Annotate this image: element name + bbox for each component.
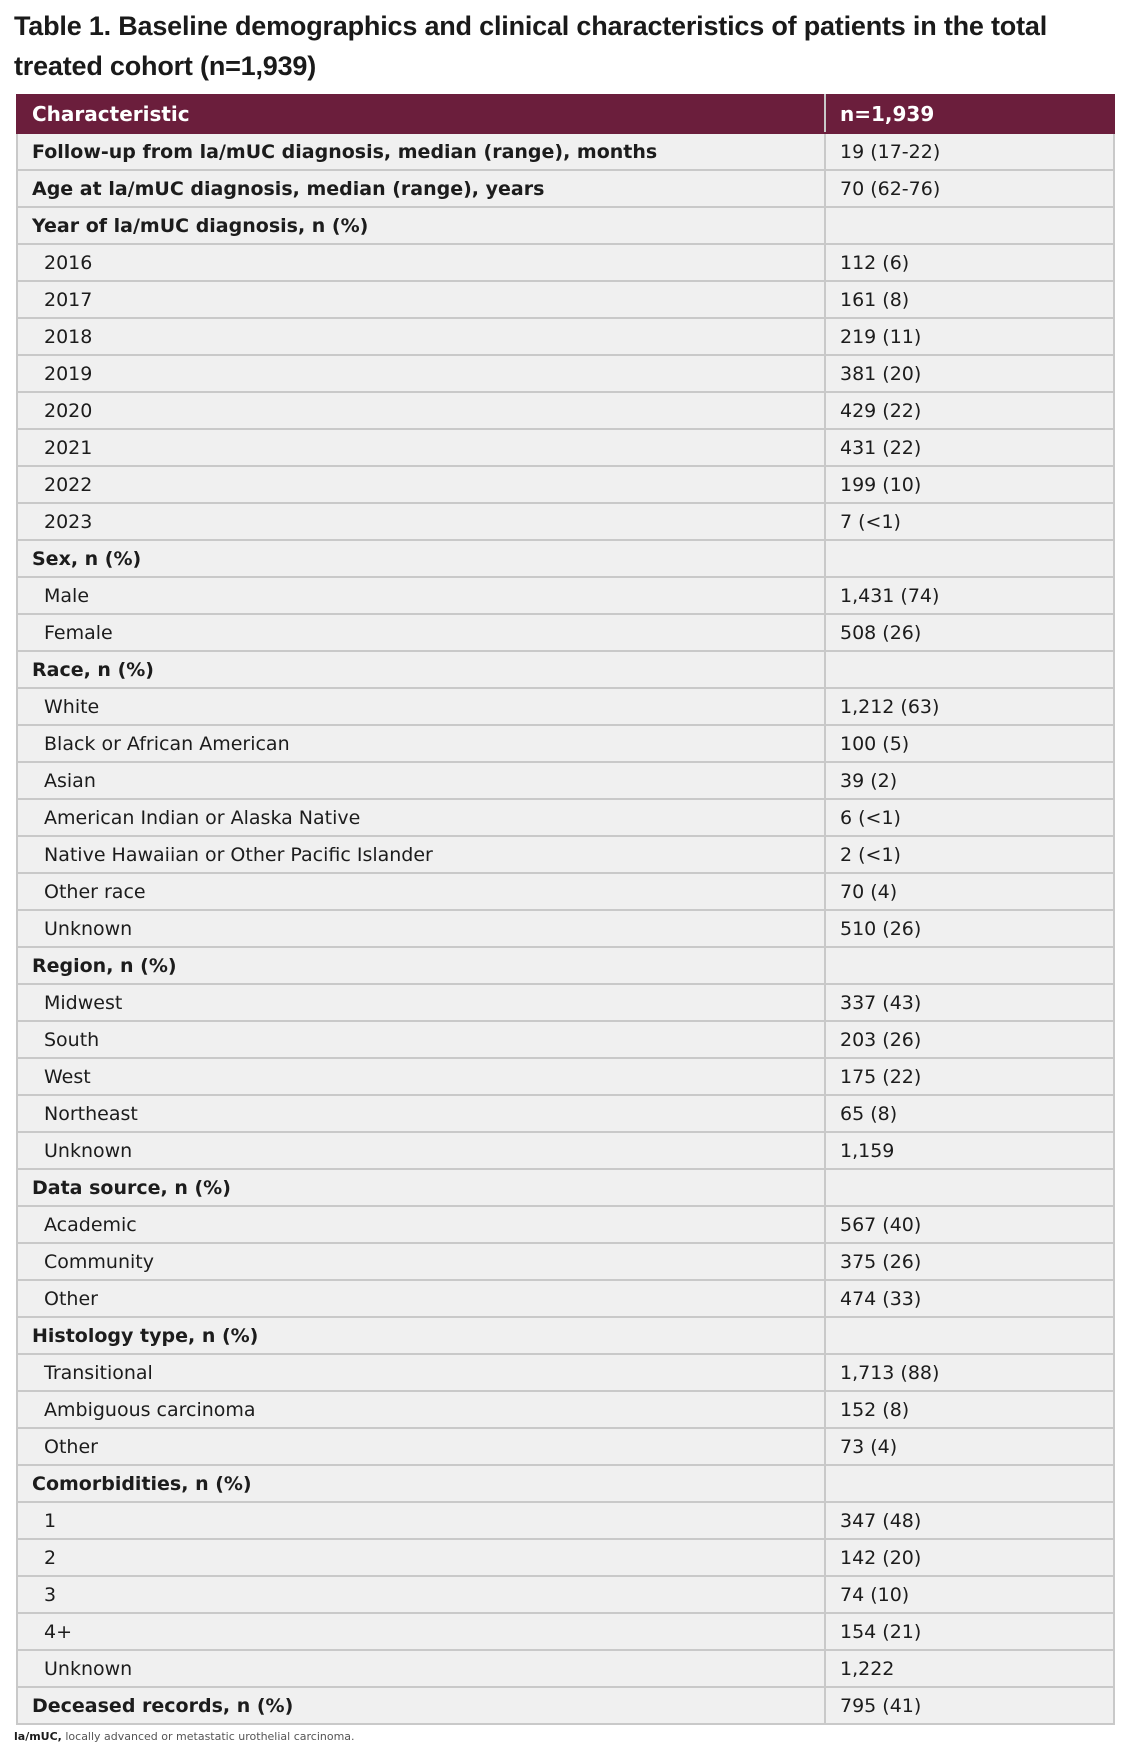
characteristic-cell: Academic	[17, 1206, 825, 1243]
characteristic-cell: 2018	[17, 318, 825, 355]
characteristic-cell: Unknown	[17, 1132, 825, 1169]
category-row	[17, 1687, 1114, 1724]
characteristic-cell: 2021	[17, 429, 825, 466]
characteristic-cell: Female	[17, 614, 825, 651]
table-body	[17, 133, 1114, 1724]
category-row	[17, 1169, 1114, 1206]
characteristic-cell: Other	[17, 1280, 825, 1317]
characteristic-cell: West	[17, 1058, 825, 1095]
characteristic-cell: 2022	[17, 466, 825, 503]
characteristic-cell: Deceased records, n (%)	[17, 1687, 825, 1724]
category-row	[17, 207, 1114, 244]
header-n-total: n=1,939	[825, 95, 1114, 133]
table-row	[17, 1502, 1114, 1539]
value-cell: 161 (8)	[825, 281, 1114, 318]
category-row	[17, 947, 1114, 984]
table-row	[17, 836, 1114, 873]
table-row	[17, 1021, 1114, 1058]
table-row	[17, 1058, 1114, 1095]
characteristic-cell: 2017	[17, 281, 825, 318]
table-row	[17, 392, 1114, 429]
value-cell: 39 (2)	[825, 762, 1114, 799]
footnote-abbreviation: la/mUC,	[14, 1730, 62, 1743]
table-row	[17, 355, 1114, 392]
value-cell: 74 (10)	[825, 1576, 1114, 1613]
value-cell: 1,431 (74)	[825, 577, 1114, 614]
table-row	[17, 725, 1114, 762]
category-row	[17, 1317, 1114, 1354]
table-row	[17, 873, 1114, 910]
value-cell: 431 (22)	[825, 429, 1114, 466]
table-row	[17, 1539, 1114, 1576]
value-cell: 70 (4)	[825, 873, 1114, 910]
characteristic-cell: White	[17, 688, 825, 725]
value-cell: 199 (10)	[825, 466, 1114, 503]
category-row	[17, 1465, 1114, 1502]
value-cell	[825, 1317, 1114, 1354]
value-cell: 112 (6)	[825, 244, 1114, 281]
header-row	[17, 95, 1114, 133]
category-row	[17, 651, 1114, 688]
characteristic-cell: Midwest	[17, 984, 825, 1021]
table-row	[17, 1613, 1114, 1650]
value-cell: 142 (20)	[825, 1539, 1114, 1576]
table-row	[17, 799, 1114, 836]
characteristic-cell: Region, n (%)	[17, 947, 825, 984]
table-row	[17, 429, 1114, 466]
characteristic-cell: Native Hawaiian or Other Pacific Islander	[17, 836, 825, 873]
table-row	[17, 244, 1114, 281]
table-row	[17, 503, 1114, 540]
value-cell: 1,713 (88)	[825, 1354, 1114, 1391]
characteristic-cell: Ambiguous carcinoma	[17, 1391, 825, 1428]
value-cell: 429 (22)	[825, 392, 1114, 429]
table-row	[17, 1391, 1114, 1428]
characteristic-cell: Asian	[17, 762, 825, 799]
table-row	[17, 762, 1114, 799]
value-cell: 1,212 (63)	[825, 688, 1114, 725]
value-cell: 347 (48)	[825, 1502, 1114, 1539]
characteristic-cell: Race, n (%)	[17, 651, 825, 688]
value-cell: 70 (62-76)	[825, 170, 1114, 207]
characteristic-cell: American Indian or Alaska Native	[17, 799, 825, 836]
value-cell: 100 (5)	[825, 725, 1114, 762]
characteristic-cell: Unknown	[17, 1650, 825, 1687]
value-cell: 175 (22)	[825, 1058, 1114, 1095]
value-cell: 375 (26)	[825, 1243, 1114, 1280]
table-row	[17, 614, 1114, 651]
characteristic-cell: Comorbidities, n (%)	[17, 1465, 825, 1502]
characteristic-cell: Sex, n (%)	[17, 540, 825, 577]
footnote-text: locally advanced or metastatic urothelial carcinoma.	[61, 1730, 355, 1743]
value-cell	[825, 1465, 1114, 1502]
characteristic-cell: Histology type, n (%)	[17, 1317, 825, 1354]
category-row	[17, 170, 1114, 207]
characteristic-cell: Other race	[17, 873, 825, 910]
characteristic-cell: South	[17, 1021, 825, 1058]
characteristic-cell: Northeast	[17, 1095, 825, 1132]
characteristics-table	[16, 94, 1115, 1725]
characteristic-cell: 2020	[17, 392, 825, 429]
characteristic-cell: Transitional	[17, 1354, 825, 1391]
value-cell: 154 (21)	[825, 1613, 1114, 1650]
characteristic-cell: Year of la/mUC diagnosis, n (%)	[17, 207, 825, 244]
characteristic-cell: Male	[17, 577, 825, 614]
table-row	[17, 577, 1114, 614]
table-row	[17, 1095, 1114, 1132]
characteristic-cell: 2	[17, 1539, 825, 1576]
table-row	[17, 1354, 1114, 1391]
table-row	[17, 910, 1114, 947]
characteristic-cell: 4+	[17, 1613, 825, 1650]
value-cell: 2 (<1)	[825, 836, 1114, 873]
value-cell: 510 (26)	[825, 910, 1114, 947]
table-row	[17, 688, 1114, 725]
characteristic-cell: Community	[17, 1243, 825, 1280]
table-row	[17, 466, 1114, 503]
table-row	[17, 1243, 1114, 1280]
value-cell: 219 (11)	[825, 318, 1114, 355]
table-row	[17, 1132, 1114, 1169]
table-row	[17, 1576, 1114, 1613]
table-row	[17, 318, 1114, 355]
characteristic-cell: 2016	[17, 244, 825, 281]
table-title: Table 1. Baseline demographics and clinical characteristics of patients in the total treated cohort (n=1,939)	[14, 11, 1048, 81]
table-row	[17, 1650, 1114, 1687]
characteristic-cell: 2019	[17, 355, 825, 392]
value-cell: 795 (41)	[825, 1687, 1114, 1724]
value-cell: 6 (<1)	[825, 799, 1114, 836]
table-row	[17, 1428, 1114, 1465]
value-cell: 7 (<1)	[825, 503, 1114, 540]
value-cell: 152 (8)	[825, 1391, 1114, 1428]
table-row	[17, 984, 1114, 1021]
table-row	[17, 1206, 1114, 1243]
header-characteristic: Characteristic	[17, 95, 825, 133]
value-cell: 508 (26)	[825, 614, 1114, 651]
characteristic-cell: Data source, n (%)	[17, 1169, 825, 1206]
value-cell	[825, 651, 1114, 688]
table-row	[17, 1280, 1114, 1317]
value-cell	[825, 1169, 1114, 1206]
characteristic-cell: Follow-up from la/mUC diagnosis, median (range), months	[17, 133, 825, 170]
characteristic-cell: 1	[17, 1502, 825, 1539]
characteristic-cell: Black or African American	[17, 725, 825, 762]
characteristic-cell: 2023	[17, 503, 825, 540]
table-header	[17, 95, 1114, 133]
value-cell: 65 (8)	[825, 1095, 1114, 1132]
value-cell: 1,159	[825, 1132, 1114, 1169]
value-cell: 203 (26)	[825, 1021, 1114, 1058]
characteristic-cell: Unknown	[17, 910, 825, 947]
category-row	[17, 540, 1114, 577]
characteristic-cell: Age at la/mUC diagnosis, median (range), years	[17, 170, 825, 207]
value-cell: 19 (17-22)	[825, 133, 1114, 170]
value-cell: 474 (33)	[825, 1280, 1114, 1317]
value-cell: 1,222	[825, 1650, 1114, 1687]
table-row	[17, 281, 1114, 318]
value-cell: 567 (40)	[825, 1206, 1114, 1243]
value-cell: 381 (20)	[825, 355, 1114, 392]
characteristic-cell: Other	[17, 1428, 825, 1465]
characteristic-cell: 3	[17, 1576, 825, 1613]
value-cell: 73 (4)	[825, 1428, 1114, 1465]
value-cell	[825, 540, 1114, 577]
value-cell	[825, 207, 1114, 244]
value-cell: 337 (43)	[825, 984, 1114, 1021]
footnote	[14, 1730, 355, 1744]
category-row	[17, 133, 1114, 170]
value-cell	[825, 947, 1114, 984]
